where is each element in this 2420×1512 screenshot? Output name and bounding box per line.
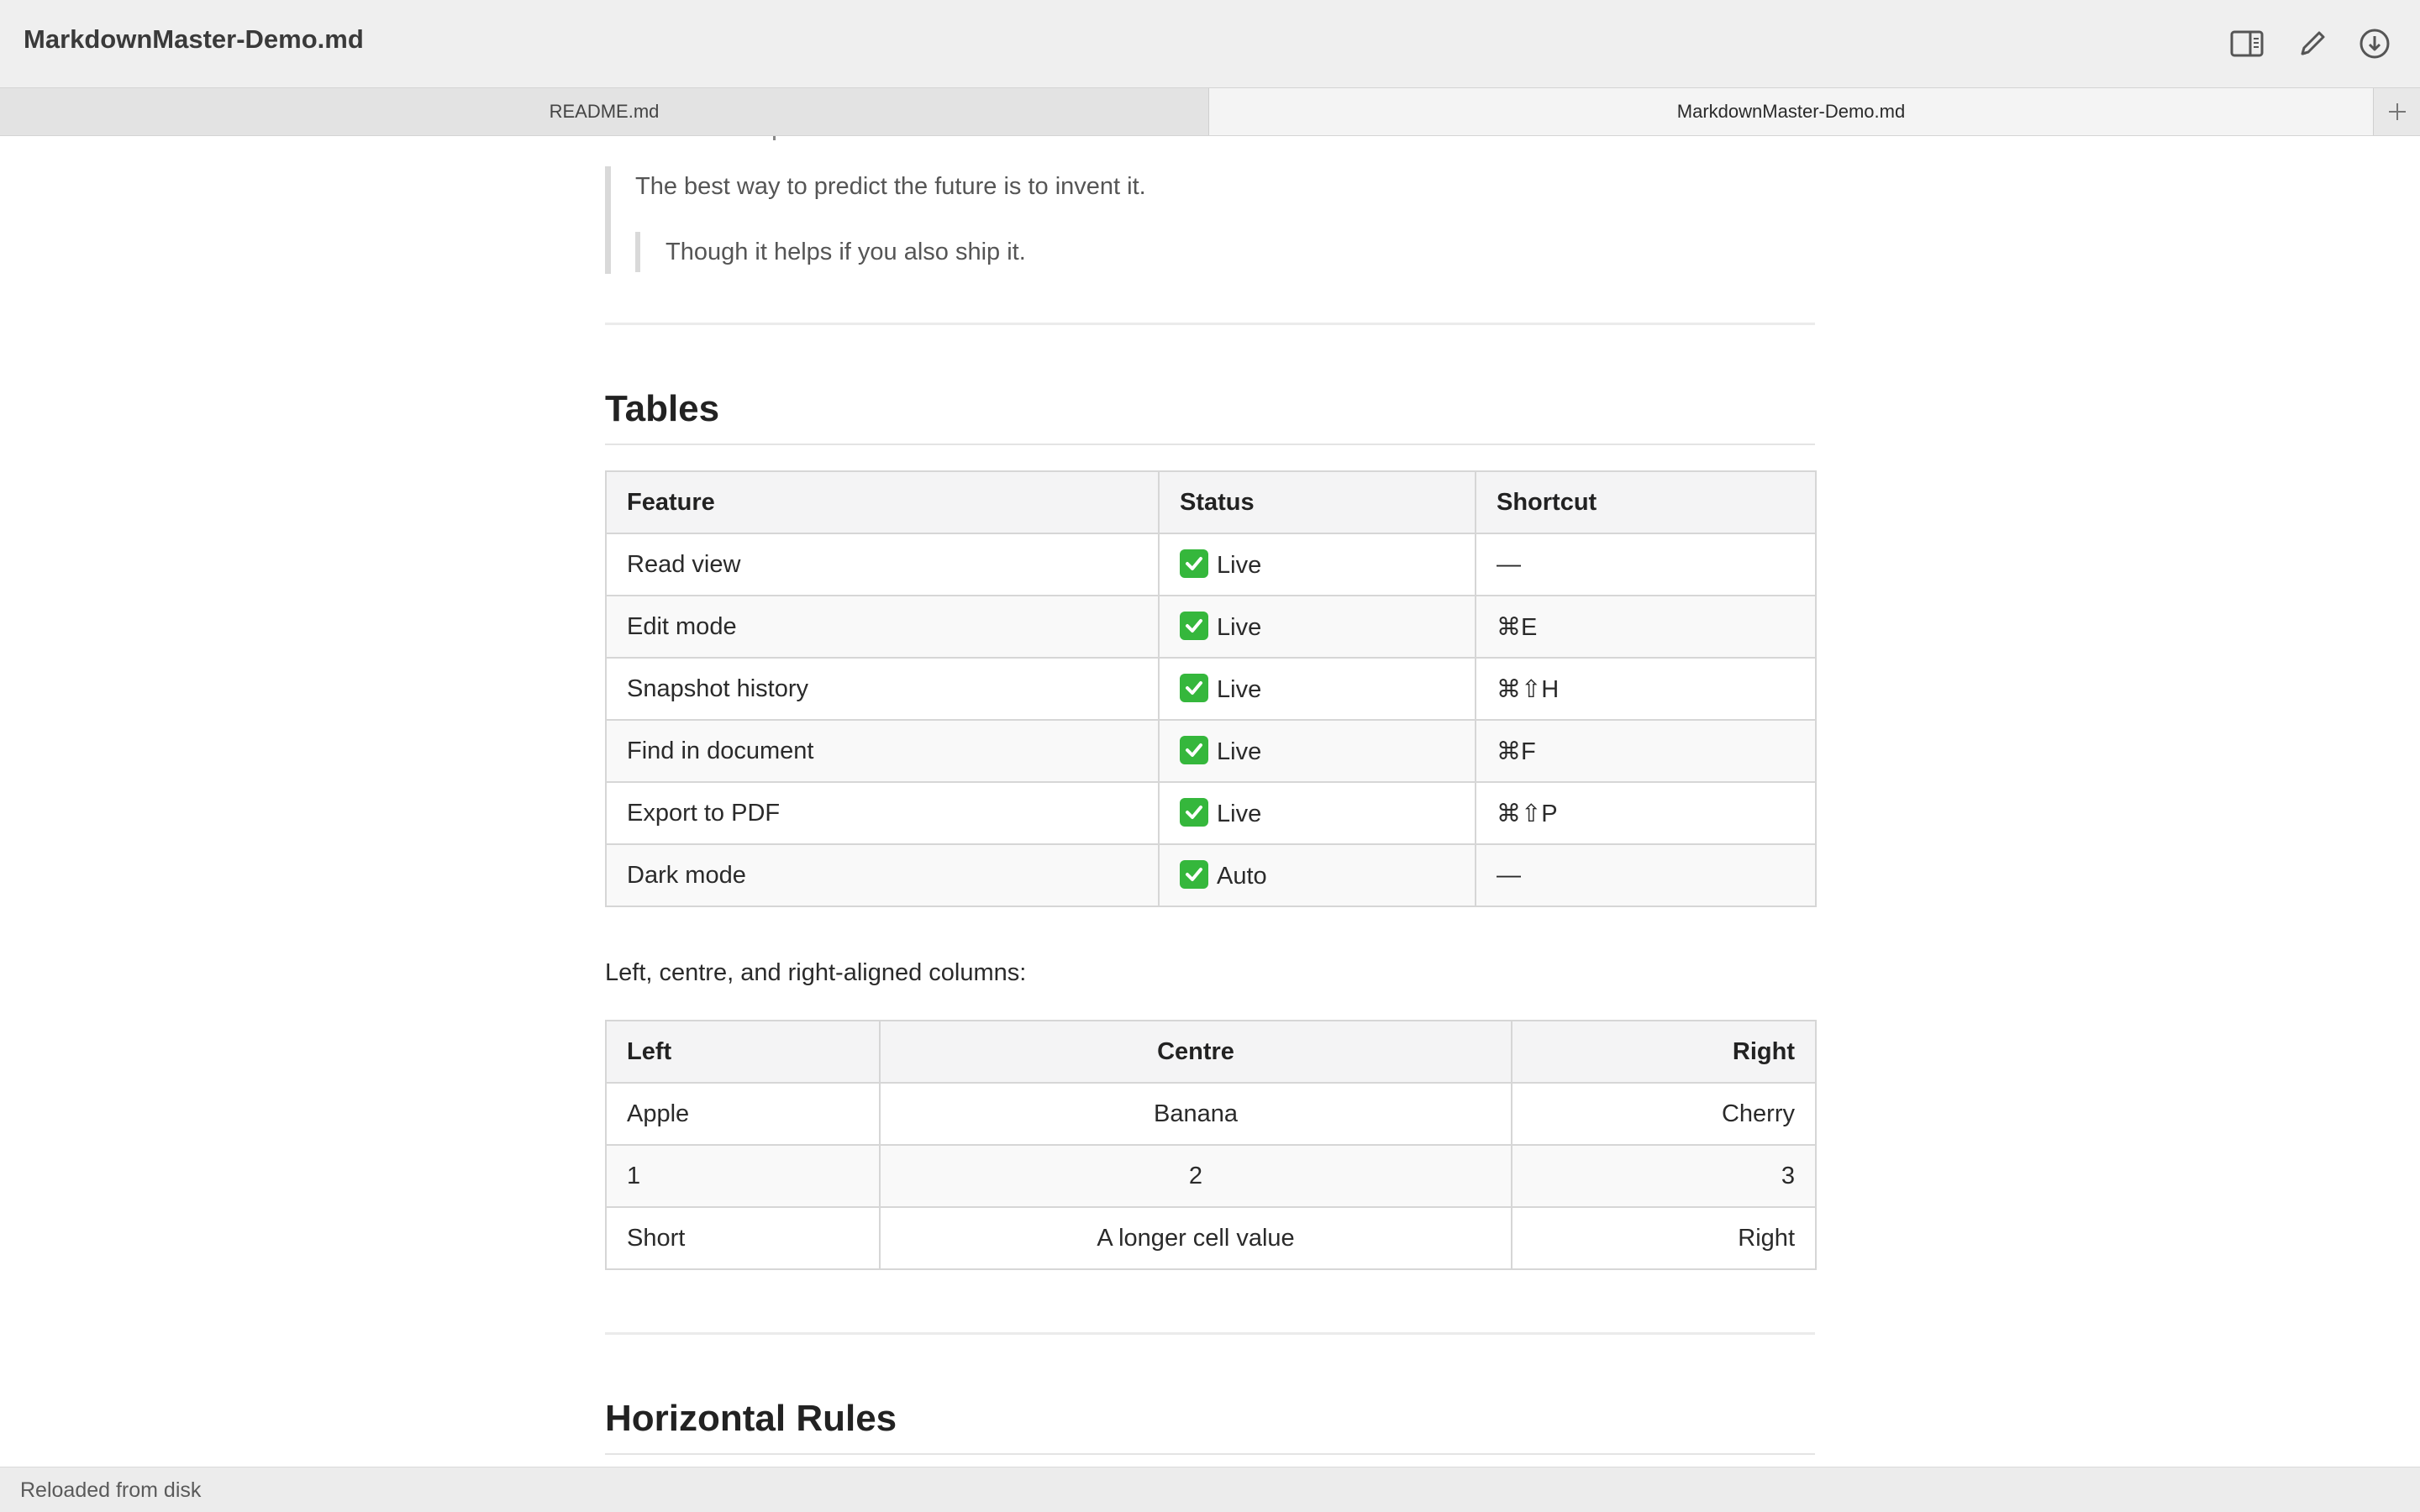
feature-cell: Edit mode — [606, 596, 1159, 658]
table-cell: Right — [1512, 1207, 1816, 1269]
shortcut-cell: ⌘⇧P — [1476, 782, 1816, 844]
table-row — [606, 782, 1816, 844]
tab-markdownmaster-demo[interactable] — [1209, 88, 2373, 135]
table-header-cell: Centre — [880, 1021, 1512, 1083]
status-cell — [1159, 596, 1476, 658]
status-message: Reloaded from disk — [20, 1478, 202, 1502]
document-view — [0, 136, 2420, 1467]
heading-underline — [605, 1453, 1815, 1455]
checkmark-icon — [1180, 860, 1208, 889]
table-header-cell: Status — [1159, 471, 1476, 533]
clipped-text-fragment — [773, 136, 781, 138]
feature-table — [605, 470, 1817, 907]
status-cell — [1159, 720, 1476, 782]
heading-horizontal-rules: Horizontal Rules — [605, 1398, 897, 1439]
plus-icon — [2387, 102, 2407, 122]
table-header-cell: Shortcut — [1476, 471, 1816, 533]
feature-cell: Read view — [606, 533, 1159, 596]
checkmark-icon — [1180, 736, 1208, 764]
blockquote-text: The best way to predict the future is to invent it. — [635, 173, 1146, 200]
checkmark-icon — [1180, 612, 1208, 640]
checkmark-icon — [1180, 674, 1208, 702]
tab-label: MarkdownMaster-Demo.md — [1676, 101, 1906, 122]
pencil-icon[interactable] — [2294, 25, 2331, 62]
checkmark-icon — [1180, 798, 1208, 827]
table-cell: 3 — [1512, 1145, 1816, 1207]
new-tab-button[interactable] — [2373, 88, 2420, 135]
table-header-row — [606, 1021, 1816, 1083]
table-cell: A longer cell value — [880, 1207, 1512, 1269]
table-row — [606, 1207, 1816, 1269]
status-cell — [1159, 782, 1476, 844]
table-cell: Short — [606, 1207, 880, 1269]
table-header-row — [606, 471, 1816, 533]
shortcut-cell: — — [1476, 844, 1816, 906]
status-label: Live — [1217, 676, 1262, 703]
status-label: Live — [1217, 738, 1262, 765]
nested-blockquote — [635, 232, 640, 272]
checkmark-icon — [1180, 549, 1208, 578]
feature-cell: Export to PDF — [606, 782, 1159, 844]
heading-underline — [605, 444, 1815, 445]
status-label: Live — [1217, 552, 1262, 579]
alignment-caption: Left, centre, and right-aligned columns: — [605, 959, 1027, 986]
tab-bar — [0, 87, 2420, 136]
table-row — [606, 844, 1816, 906]
table-header-cell: Right — [1512, 1021, 1816, 1083]
status-bar — [0, 1467, 2420, 1512]
table-cell: Banana — [880, 1083, 1512, 1145]
table-cell: 2 — [880, 1145, 1512, 1207]
shortcut-cell: ⌘F — [1476, 720, 1816, 782]
status-cell — [1159, 658, 1476, 720]
status-label: Live — [1217, 801, 1262, 827]
table-row — [606, 533, 1816, 596]
status-label: Live — [1217, 614, 1262, 641]
table-header-cell: Left — [606, 1021, 880, 1083]
horizontal-rule — [605, 323, 1815, 325]
horizontal-rule — [605, 1332, 1815, 1335]
feature-cell: Snapshot history — [606, 658, 1159, 720]
feature-cell: Dark mode — [606, 844, 1159, 906]
sidebar-toggle-icon[interactable] — [2228, 25, 2265, 62]
tab-readme[interactable] — [0, 88, 1209, 135]
table-row — [606, 1083, 1816, 1145]
window-title: MarkdownMaster-Demo.md — [24, 24, 364, 54]
table-row — [606, 1145, 1816, 1207]
feature-cell: Find in document — [606, 720, 1159, 782]
status-cell — [1159, 533, 1476, 596]
title-bar — [0, 0, 2420, 87]
alignment-table — [605, 1020, 1817, 1270]
table-cell: 1 — [606, 1145, 880, 1207]
table-row — [606, 596, 1816, 658]
table-row — [606, 720, 1816, 782]
table-cell: Apple — [606, 1083, 880, 1145]
table-header-cell: Feature — [606, 471, 1159, 533]
table-row — [606, 658, 1816, 720]
heading-tables: Tables — [605, 388, 720, 429]
shortcut-cell: — — [1476, 533, 1816, 596]
nested-blockquote-text: Though it helps if you also ship it. — [666, 239, 1026, 265]
download-icon[interactable] — [2356, 25, 2393, 62]
shortcut-cell: ⌘⇧H — [1476, 658, 1816, 720]
tab-label: README.md — [549, 101, 660, 122]
status-label: Auto — [1217, 863, 1267, 890]
status-cell — [1159, 844, 1476, 906]
table-cell: Cherry — [1512, 1083, 1816, 1145]
shortcut-cell: ⌘E — [1476, 596, 1816, 658]
